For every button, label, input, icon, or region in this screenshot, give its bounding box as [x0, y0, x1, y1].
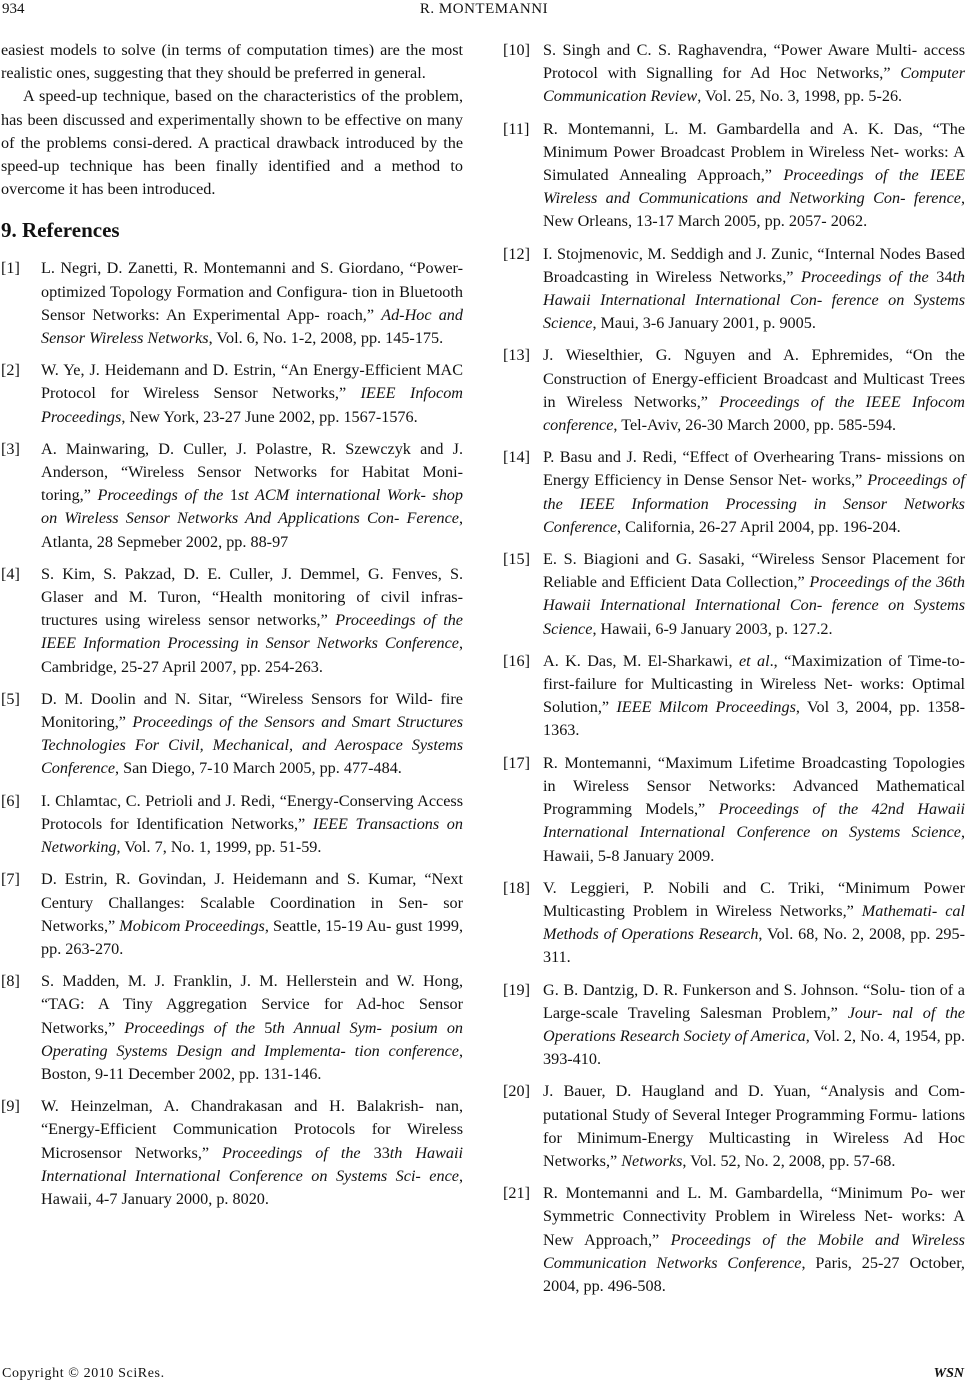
reference-italic-text: Proceedings of the IEEE Infocom conference: [543, 392, 965, 435]
reference-text: L. Negri, D. Zanetti, R. Montemanni and S. Giordano, “Power-optimized Topology Formation and Configura- tion in Bluetooth Sensor Networks: An Experimental App- roach,”: [41, 259, 463, 324]
reference-italic-text: th Hawaii International International Conference on Systems Sci- ence: [41, 1143, 464, 1185]
reference-italic-text: Proceedings of the: [97, 486, 230, 505]
reference-text: R. Montemanni, “Maximum Lifetime Broadcasting Topologies in Wireless Sensor Networks: Advanced Mathematical Programming Models,”: [543, 753, 965, 819]
reference-number: [4]: [1, 564, 20, 583]
reference-item: [503, 752, 965, 868]
reference-item: [503, 344, 965, 437]
reference-text: W. Ye, J. Heidemann and D. Estrin, “An Energy-Efficient MAC Protocol for Wireless Sensor Networks,”: [41, 361, 463, 403]
section-heading: 9. References: [1, 218, 120, 243]
reference-number: [1]: [1, 259, 20, 278]
reference-item: [1, 438, 463, 554]
reference-text: D. Estrin, R. Govindan, J. Heidemann and S. Kumar, “Next Century Challanges: Scalable Coordination in Sen- sor Networks,”: [41, 870, 463, 935]
page-number: 934: [2, 1, 25, 17]
running-author: R. MONTEMANNI: [419, 1, 549, 17]
reference-text: D. M. Doolin and N. Sitar, “Wireless Sensors for Wild- fire Monitoring,”: [41, 689, 463, 732]
reference-text: J. Bauer, D. Haugland and D. Yuan, “Analysis and Com- putational Study of Several Integer Programming Formu- lations for Minimum-Energy Multicasting in Wireless Ad Hoc Networks,”: [543, 1082, 965, 1170]
reference-italic-text: Mobicom Proceedings: [119, 916, 265, 935]
reference-item: [503, 548, 965, 641]
reference-number: [3]: [1, 439, 20, 458]
reference-text: A. K. Das, M. El-Sharkawi,: [543, 651, 739, 670]
right-column: [503, 39, 965, 1307]
reference-italic-text: IEEE Infocom Proceedings: [41, 384, 463, 426]
reference-item: [1, 563, 463, 679]
reference-item: [503, 650, 965, 743]
reference-list-right: [503, 39, 965, 1298]
reference-italic-text: Proceedings of the Mobile and Wireless Communication Networks Conference: [543, 1230, 965, 1272]
reference-text: , Hawaii, 4-7 January 2000, p. 8020.: [41, 1166, 463, 1208]
reference-text: , Vol. 6, No. 1-2, 2008, pp. 145-175.: [208, 329, 444, 348]
reference-text: , Boston, 9-11 December 2002, pp. 131-146.: [41, 1041, 463, 1083]
reference-italic-text: Proceedings of the: [124, 1018, 265, 1037]
reference-number: [5]: [1, 689, 20, 708]
reference-text: , Paris, 25-27 October, 2004, pp. 496-508.: [543, 1253, 965, 1295]
reference-italic-text: Proceedings of the IEEE Wireless and Communications and Networking Con- ference: [543, 166, 966, 208]
reference-text: A. Mainwaring, D. Culler, J. Polastre, R. Szewczyk and J. Anderson, “Wireless Sensor Networks for Habitat Moni- toring,”: [41, 439, 463, 505]
reference-item: [503, 39, 965, 109]
reference-text: W. Heinzelman, A. Chandrakasan and H. Balakrish- nan, “Energy-Efficient Communication Protocols for Wireless Microsensor Networks,”: [41, 1097, 463, 1162]
reference-italic-text: Networks: [621, 1151, 683, 1170]
reference-text: J. Wieselthier, G. Nguyen and A. Ephremides, “On the Construction of Energy-efficient Broadcast and Multicast Trees in Wireless Networks,”: [543, 346, 965, 411]
reference-number: [13]: [503, 346, 530, 365]
reference-number: [21]: [503, 1184, 530, 1203]
reference-text: 1: [229, 486, 238, 505]
reference-text: , Tel-Aviv, 26-30 March 2000, pp. 585-594.: [613, 416, 897, 435]
reference-item: [1, 359, 463, 429]
reference-item: [1, 257, 463, 350]
reference-item: [503, 979, 965, 1072]
reference-item: [1, 868, 463, 961]
reference-number: [7]: [1, 870, 20, 889]
reference-italic-text: Computer Communication Review: [543, 64, 965, 106]
reference-text: R. Montemanni and L. M. Gambardella, “Minimum Po- wer Symmetric Connectivity Problem in Wireless Net- works: A New Approach,”: [543, 1184, 965, 1249]
reference-italic-text: Proceedings of the Sensors and Smart Structures Technologies For Civil, Mechanical, and Aerospace Systems Conference: [41, 713, 463, 778]
reference-number: [10]: [503, 41, 530, 59]
reference-text: , Vol. 52, No. 2, 2008, pp. 57-68.: [682, 1151, 896, 1170]
reference-text: 5: [264, 1018, 273, 1037]
reference-number: [9]: [1, 1097, 20, 1116]
reference-number: [14]: [503, 448, 530, 467]
reference-item: [503, 446, 965, 539]
reference-text: , San Diego, 7-10 March 2005, pp. 477-484.: [115, 759, 402, 778]
reference-text: E. S. Biagioni and G. Sasaki, “Wireless Sensor Placement for Reliable and Efficient Data Collection,”: [543, 550, 965, 592]
reference-text: 34: [936, 267, 953, 286]
reference-item: [503, 118, 965, 234]
reference-italic-text: IEEE Milcom Proceedings: [616, 698, 796, 717]
reference-item: [503, 877, 965, 970]
reference-text: , Maui, 3-6 January 2001, p. 9005.: [592, 314, 816, 333]
reference-text: 33: [373, 1143, 390, 1162]
reference-text: , California, 26-27 April 2004, pp. 196-204.: [617, 517, 901, 536]
reference-text: S. Madden, M. J. Franklin, J. M. Hellerstein and W. Hong, “TAG: A Tiny Aggregation Service for Ad-hoc Sensor Networks,”: [41, 972, 463, 1037]
reference-text: G. B. Dantzig, D. R. Funkerson and S. Johnson. “Solu- tion of a Large-scale Traveling Salesman Problem,”: [543, 980, 965, 1022]
page-header: [0, 0, 968, 22]
reference-item: [503, 1080, 965, 1173]
reference-number: [15]: [503, 550, 530, 569]
reference-text: , Vol. 68, No. 2, 2008, pp. 295-311.: [543, 925, 966, 967]
reference-italic-text: Proceedings of the IEEE Information Processing in Sensor Networks Conference: [41, 611, 463, 653]
reference-number: [11]: [503, 119, 530, 138]
reference-text: ., “Maximization of Time-to-first-failure for Multicasting in Wireless Net- works: Optimal Solution,”: [543, 651, 965, 717]
reference-italic-text: IEEE Transactions on Networking: [41, 814, 463, 857]
reference-text: , Vol 3, 2004, pp. 1358-1363.: [543, 698, 965, 740]
reference-italic-text: th Annual Sym- posium on Operating Systems Design and Implementa- tion conference: [41, 1018, 464, 1060]
reference-text: , New York, 23-27 June 2002, pp. 1567-1576.: [121, 407, 418, 426]
reference-number: [8]: [1, 972, 20, 991]
journal-abbrev: WSN: [933, 1366, 964, 1381]
reference-text: R. Montemanni, L. M. Gambardella and A. K. Das, “The Minimum Power Broadcast Problem in Wireless Net- works: A Simulated Annealing Approach,”: [543, 119, 965, 185]
reference-number: [20]: [503, 1082, 530, 1101]
reference-text: , Cambridge, 25-27 April 2007, pp. 254-263.: [41, 634, 463, 676]
reference-text: , New Orleans, 13-17 March 2005, pp. 2057- 2062.: [543, 189, 965, 231]
reference-italic-text: Mathemati- cal Methods of Operations Research: [543, 901, 965, 944]
reference-number: [16]: [503, 651, 530, 670]
reference-item: [1, 970, 463, 1086]
reference-text: S. Singh and C. S. Raghavendra, “Power Aware Multi- access Protocol with Signalling for Ad Hoc Networks,”: [543, 41, 965, 83]
reference-italic-text: Proceedings of the: [800, 267, 937, 286]
reference-italic-text: et al: [738, 651, 770, 670]
reference-italic-text: Ad-Hoc and Sensor Wireless Networks: [41, 305, 463, 348]
reference-list-left: [1, 257, 463, 1211]
reference-number: [6]: [1, 791, 20, 810]
reference-italic-text: Proceedings of the 36th Hawaii International International Con- ference on Systems Science: [543, 573, 965, 638]
reference-italic-text: Proceedings of the IEEE Information Processing in Sensor Networks Conference: [543, 471, 965, 536]
reference-italic-text: Proceedings of the 42nd Hawaii International International Conference on Systems Science: [543, 800, 965, 842]
reference-text: , Vol. 7, No. 1, 1999, pp. 51-59.: [116, 838, 322, 857]
reference-text: P. Basu and J. Redi, “Effect of Overhearing Trans- missions on Energy Efficiency in Dense Sensor Net- works,”: [543, 448, 965, 490]
reference-italic-text: th Hawaii International International Con- ference on Systems Science: [543, 267, 965, 333]
reference-item: [1, 1095, 463, 1211]
body-paragraph: easiest models to solve (in terms of computation times) are the most realistic ones, suggesting that they should be preferred in general.: [1, 41, 463, 83]
reference-italic-text: Proceedings of the: [222, 1143, 374, 1162]
reference-item: [1, 790, 463, 860]
reference-italic-text: st ACM international Work- shop on Wireless Sensor Networks And Applications Con- Ference: [41, 486, 463, 528]
reference-text: I. Chlamtac, C. Petrioli and J. Redi, “Energy-Conserving Access Protocols for Identification Networks,”: [41, 791, 463, 833]
reference-number: [12]: [503, 244, 530, 263]
reference-text: , Hawaii, 6-9 January 2003, p. 127.2.: [592, 619, 833, 638]
reference-number: [17]: [503, 753, 530, 772]
reference-text: , Hawaii, 5-8 January 2009.: [543, 823, 965, 865]
reference-item: [503, 1182, 965, 1298]
reference-text: , Vol. 25, No. 3, 1998, pp. 5-26.: [697, 87, 903, 106]
reference-italic-text: Jour- nal of the Operations Research Society of America: [543, 1003, 965, 1045]
reference-text: I. Stojmenovic, M. Seddigh and J. Zunic, “Internal Nodes Based Broadcasting in Wireless Networks,”: [543, 244, 965, 286]
copyright: Copyright © 2010 SciRes.: [2, 1366, 165, 1381]
reference-text: S. Kim, S. Pakzad, D. E. Culler, J. Demmel, G. Fenves, S. Glaser and M. Turon, “Health monitoring of civil infras- tructures using wireless sensor networks,”: [41, 564, 463, 630]
reference-item: [503, 243, 965, 336]
reference-text: V. Leggieri, P. Nobili and C. Triki, “Minimum Power Multicasting Problem in Wireless Networks,”: [543, 878, 965, 920]
reference-text: , Seattle, 15-19 Au- gust 1999, pp. 263-270.: [41, 916, 463, 958]
reference-item: [1, 688, 463, 781]
left-column: [1, 39, 463, 1220]
reference-text: , Atlanta, 28 Sepmeber 2002, pp. 88-97: [41, 509, 463, 551]
reference-text: , Vol. 2, No. 4, 1954, pp. 393-410.: [543, 1026, 965, 1069]
reference-number: [19]: [503, 980, 530, 999]
body-paragraph: A speed-up technique, based on the characteristics of the problem, has been discussed and experimentally shown to be effective on many of the problems consi-dered. A practical drawback introduced by the speed-up technique has been finally identified and a method to overcome it has been introduced.: [1, 87, 463, 199]
reference-number: [2]: [1, 361, 20, 380]
reference-number: [18]: [503, 878, 530, 897]
